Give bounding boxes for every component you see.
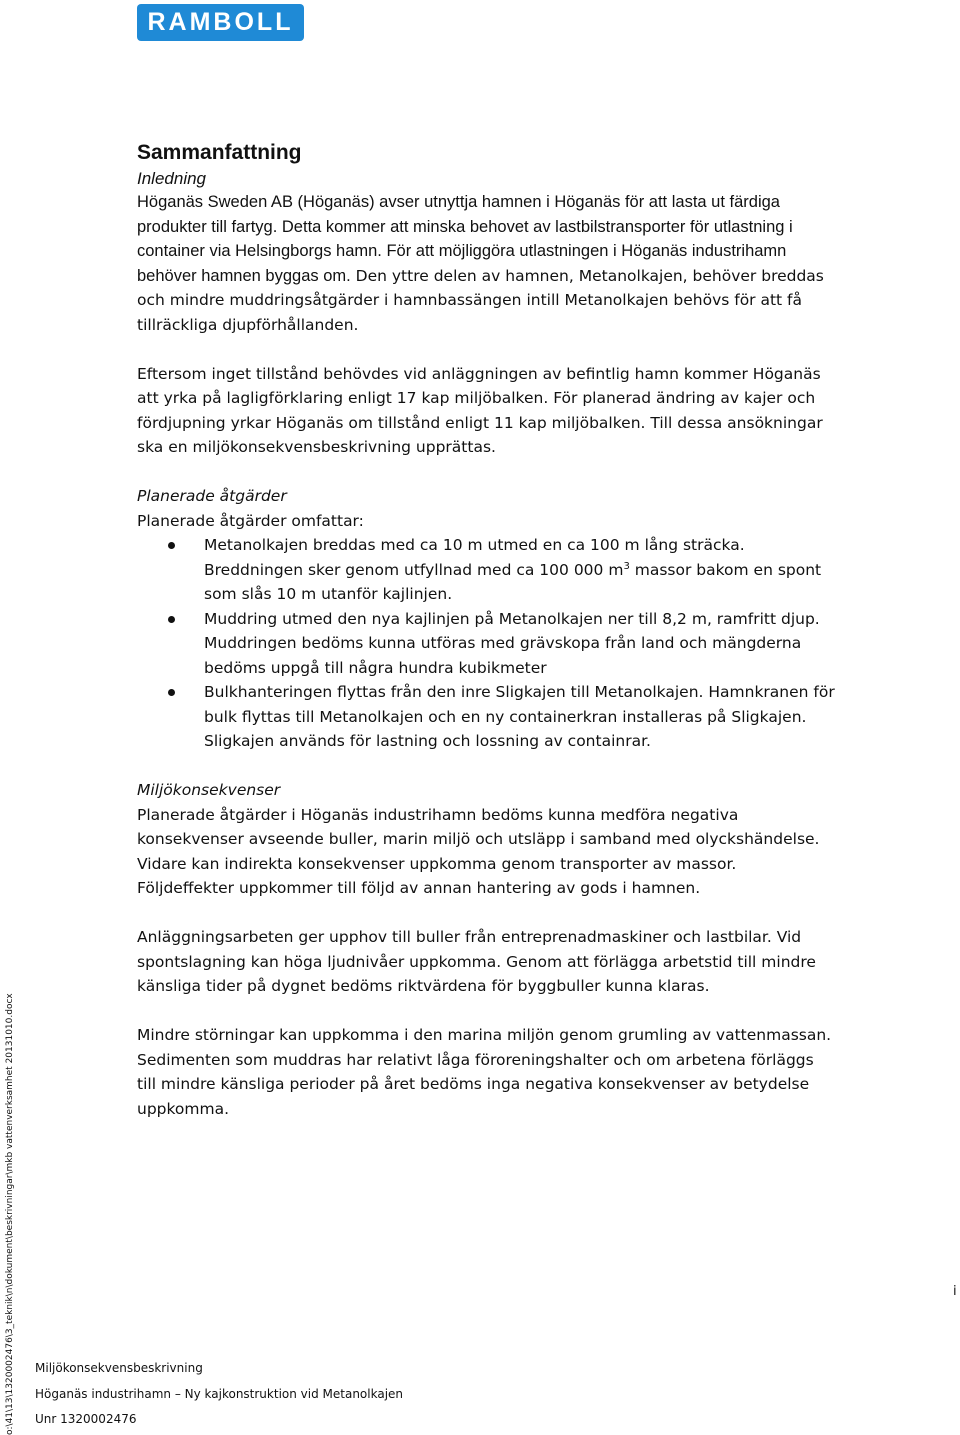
measures-list xyxy=(137,533,837,754)
footer-document-type: Miljökonsekvensbeskrivning xyxy=(35,1361,203,1375)
section-heading-inledning: Inledning xyxy=(137,169,207,188)
section-heading-planerade-atgarder: Planerade åtgärder xyxy=(137,487,287,505)
list-item: Bulkhanteringen flyttas från den inre Sligkajen till Metanolkajen. Hamnkranen för bulk flyttas till Metanolkajen och en ny containerkran installeras på Sligkajen. Sligkajen används för lastning och lossning av containrar. xyxy=(137,680,837,754)
footer-project-number: Unr 1320002476 xyxy=(35,1412,137,1426)
intro-paragraph-1 xyxy=(137,190,837,337)
intro-lead-text: Höganäs Sweden AB (Höganäs) avser utnyttja hamnen i Höganäs för att lasta ut färdiga produkter till fartyg. Detta kommer att minska behovet av lastbilstransporter för utlastning i container via Helsingborgs hamn. För att möjliggöra utlastningen i Höganäs industrihamn behöver hamnen byggas om. xyxy=(137,193,793,285)
document-body xyxy=(137,138,837,1121)
intro-paragraph-2: Eftersom inget tillstånd behövdes vid anläggningen av befintlig hamn kommer Höganäs att yrka på lagligförklaring enligt 17 kap miljöbalken. För planerad ändring av kajer och fördjupning yrkar Höganäs om tillstånd enligt 11 kap miljöbalken. Till dessa ansökningar ska en miljökonsekvensbeskrivning upprättas. xyxy=(137,364,823,456)
ramboll-logo: RAMBOLL xyxy=(137,4,304,41)
section-heading-miljokonsekvenser: Miljökonsekvenser xyxy=(137,781,281,799)
bullet1-text: Metanolkajen breddas med ca 10 m utmed en ca 100 m lång sträcka. Breddningen sker genom utfyllnad med ca 100 000 m xyxy=(204,536,745,579)
list-item xyxy=(137,533,837,607)
measures-lead: Planerade åtgärder omfattar: xyxy=(137,511,364,530)
intro-rest-text: Den yttre delen av hamnen, Metanolkajen, behöver breddas och mindre muddringsåtgärder i hamnbassängen intill Metanolkajen behövs för att få tillräckliga djupförhållanden. xyxy=(137,266,824,334)
file-path-margin-text: o:\41\13\1320002476\3_teknik\n\dokument\beskrivningar\mkb vattenverksamhet 20131010.docx xyxy=(5,993,15,1435)
list-item: Muddring utmed den nya kajlinjen på Metanolkajen ner till 8,2 m, ramfritt djup. Muddringen bedöms kunna utföras med grävskopa från land och mängderna bedöms uppgå till några hundra kubikmeter xyxy=(137,607,837,681)
page-number: i xyxy=(953,1284,957,1299)
footer-project-title: Höganäs industrihamn – Ny kajkonstruktion vid Metanolkajen xyxy=(35,1387,404,1401)
superscript-3: 3 xyxy=(623,560,630,572)
consequences-paragraph-3: Mindre störningar kan uppkomma i den marina miljön genom grumling av vattenmassan. Sedimenten som muddras har relativt låga föroreningshalter och om arbetena förläggs till mindre känsliga perioder på året bedöms inga negativa konsekvenser av betydelse uppkomma. xyxy=(137,1026,832,1118)
page-title: Sammanfattning xyxy=(137,141,302,164)
consequences-paragraph-2: Anläggningsarbeten ger upphov till buller från entreprenadmaskiner och lastbilar. Vid spontslagning kan höga ljudnivåer uppkomma. Genom att förlägga arbetstid till mindre känsliga tider på dygnet bedöms riktvärdena för byggbuller kunna klaras. xyxy=(137,928,816,995)
consequences-paragraph-1: Planerade åtgärder i Höganäs industrihamn bedöms kunna medföra negativa konsekvenser avseende buller, marin miljö och utsläpp i samband med olyckshändelse. Vidare kan indirekta konsekvenser uppkomma genom transporter av massor. Följdeffekter uppkommer till följd av annan hantering av gods i hamnen. xyxy=(137,805,820,897)
bullet1-text-cont: massor bakom en spont som slås 10 m utanför kajlinjen. xyxy=(204,560,822,603)
